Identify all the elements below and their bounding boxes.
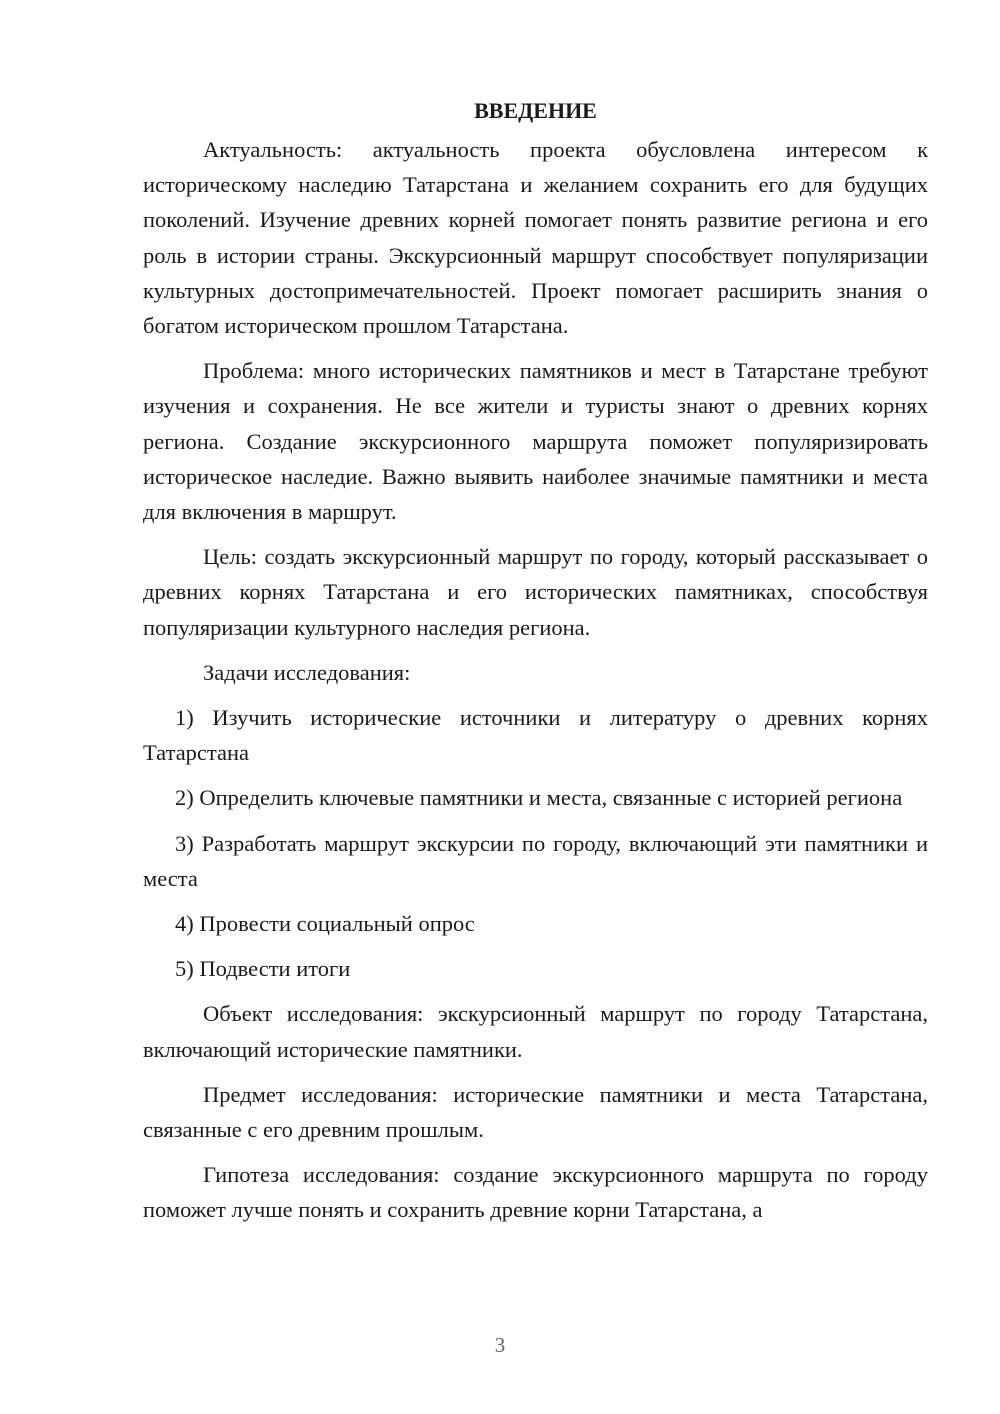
page-content: [143, 92, 928, 1228]
paragraph-problem: Проблема: много исторических памятников и мест в Татарстане требуют изучения и сохранения. Не все жители и туристы знают о древних корнях региона. Создание экскурсионного маршрута поможет популяризировать историческое наследие. Важно выявить наиболее значимые памятники и места для включения в маршрут.: [143, 358, 928, 525]
paragraph-hypothesis: Гипотеза исследования: создание экскурсионного маршрута по городу поможет лучше понять и сохранить древние корни Татарстана, а: [143, 1162, 928, 1223]
page-number: 3: [494, 1333, 506, 1357]
task-item-4: 4) Провести социальный опрос: [175, 911, 475, 937]
paragraph-subject: Предмет исследования: исторические памятники и места Татарстана, связанные с его древним прошлым.: [143, 1081, 928, 1143]
section-title: ВВЕДЕНИЕ: [474, 98, 597, 123]
paragraph-tasks-heading: Задачи исследования:: [203, 659, 411, 685]
task-item-1: 1) Изучить исторические источники и литературу о древних корнях Татарстана: [143, 705, 928, 766]
paragraph-relevance: Актуальность: актуальность проекта обусловлена интересом к историческому наследию Татарстана и желанием сохранить его для будущих поколений. Изучение древних корней помогает понять развитие региона и его роль в истории страны. Экскурсионный маршрут способствует популяризации культурных достопримечательностей. Проект помогает расширить знания о богатом историческом прошлом Татарстана.: [143, 137, 928, 339]
task-item-5: 5) Подвести итоги: [175, 956, 351, 982]
task-item-3: 3) Разработать маршрут экскурсии по городу, включающий эти памятники и места: [143, 830, 928, 891]
task-item-2: 2) Определить ключевые памятники и места, связанные с историей региона: [175, 785, 903, 811]
paragraph-goal: Цель: создать экскурсионный маршрут по городу, который рассказывает о древних корнях Татарстана и его исторических памятниках, способствуя популяризации культурного наследия региона.: [143, 544, 928, 640]
paragraph-object: Объект исследования: экскурсионный маршрут по городу Татарстана, включающий исторические памятники.: [143, 1001, 928, 1062]
